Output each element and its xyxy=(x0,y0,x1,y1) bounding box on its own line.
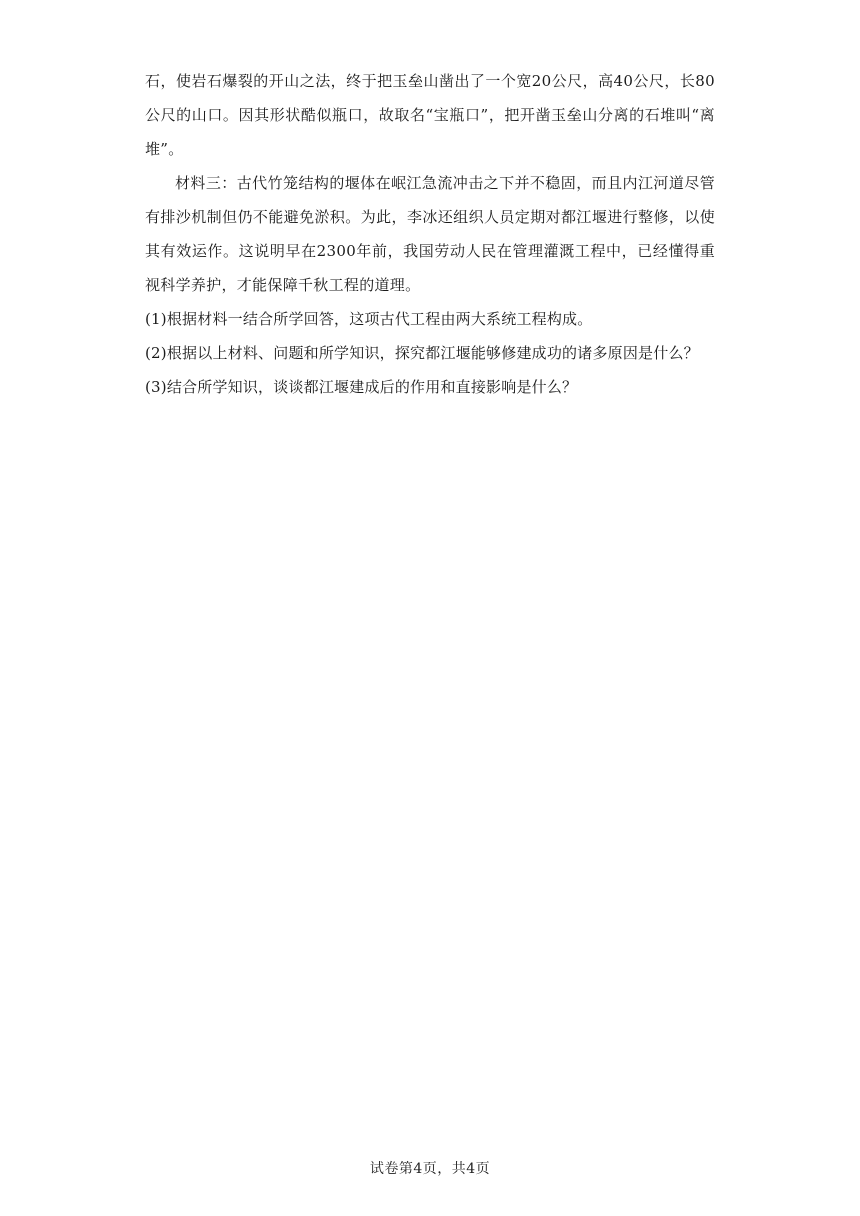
page-content xyxy=(145,64,715,404)
question-3: (3)结合所学知识，谈谈都江堰建成后的作用和直接影响是什么？ xyxy=(145,378,578,396)
question-1: (1)根据材料一结合所学回答，这项古代工程由两大系统工程构成。 xyxy=(145,310,593,328)
page-footer: 试卷第4页，共4页 xyxy=(369,1161,491,1177)
material-three: 材料三：古代竹笼结构的堰体在岷江急流冲击之下并不稳固，而且内江河道尽管有排沙机制但仍不能避免淤积。为此，李冰还组织人员定期对都江堰进行整修，以使其有效运作。这说明早在2300年前，我国劳动人民在管理灌溉工程中，已经懂得重视科学养护，才能保障千秋工程的道理。 xyxy=(145,174,715,294)
material-two-continued: 石，使岩石爆裂的开山之法，终于把玉垒山凿出了一个宽20公尺，高40公尺，长80公尺的山口。因其形状酷似瓶口，故取名“宝瓶口”，把开凿玉垒山分离的石堆叫“离堆”。 xyxy=(145,72,715,158)
question-2: (2)根据以上材料、问题和所学知识，探究都江堰能够修建成功的诸多原因是什么？ xyxy=(145,344,699,362)
